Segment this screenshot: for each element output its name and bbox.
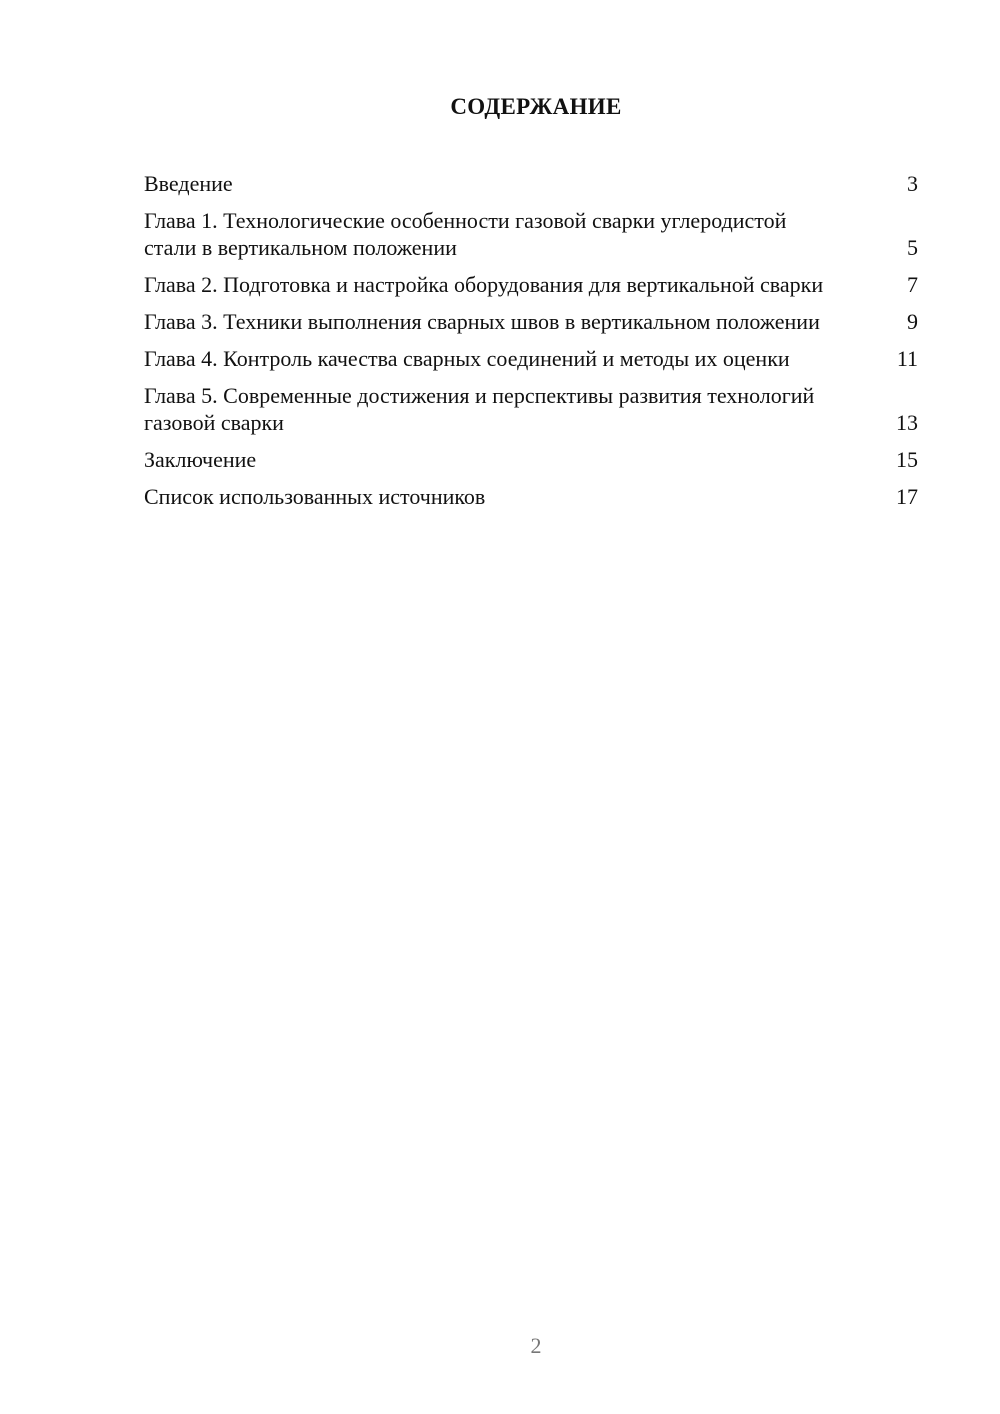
toc-entry-page: 11 (896, 346, 918, 371)
toc-entry-introduction (144, 170, 920, 197)
toc-entry-chapter-4 (144, 345, 920, 372)
toc-entry-references (144, 483, 920, 510)
footer-page-number: 2 (530, 1333, 542, 1358)
toc-entry-title: Список использованных источников (144, 484, 486, 509)
toc-entry-title: Глава 2. Подготовка и настройка оборудования для вертикальной сварки (144, 272, 824, 297)
toc-entry-title: Заключение (144, 447, 257, 472)
toc-entry-chapter-3 (144, 308, 920, 335)
toc-entry-page: 17 (896, 484, 918, 509)
toc-entry-title: Глава 3. Техники выполнения сварных швов в вертикальном положении (144, 309, 820, 334)
toc-entry-conclusion (144, 446, 920, 473)
toc-entry-page: 9 (907, 309, 918, 334)
toc-entry-page: 13 (896, 410, 918, 435)
toc-entry-chapter-5 (144, 382, 920, 436)
page-title: СОДЕРЖАНИЕ (450, 94, 622, 119)
toc-entry-title: Глава 5. Современные достижения и перспективы развития технологий газовой сварки (144, 383, 815, 435)
toc-entry-page: 5 (907, 235, 918, 260)
table-of-contents (144, 170, 920, 520)
toc-entry-page: 7 (907, 272, 918, 297)
toc-entry-title: Глава 4. Контроль качества сварных соединений и методы их оценки (144, 346, 790, 371)
toc-entry-chapter-1 (144, 207, 920, 261)
toc-entry-page: 3 (907, 171, 918, 196)
toc-entry-page: 15 (896, 447, 918, 472)
toc-entry-chapter-2 (144, 271, 920, 298)
toc-entry-title: Глава 1. Технологические особенности газовой сварки углеродистой стали в вертикальном положении (144, 208, 787, 260)
toc-entry-title: Введение (144, 171, 233, 196)
